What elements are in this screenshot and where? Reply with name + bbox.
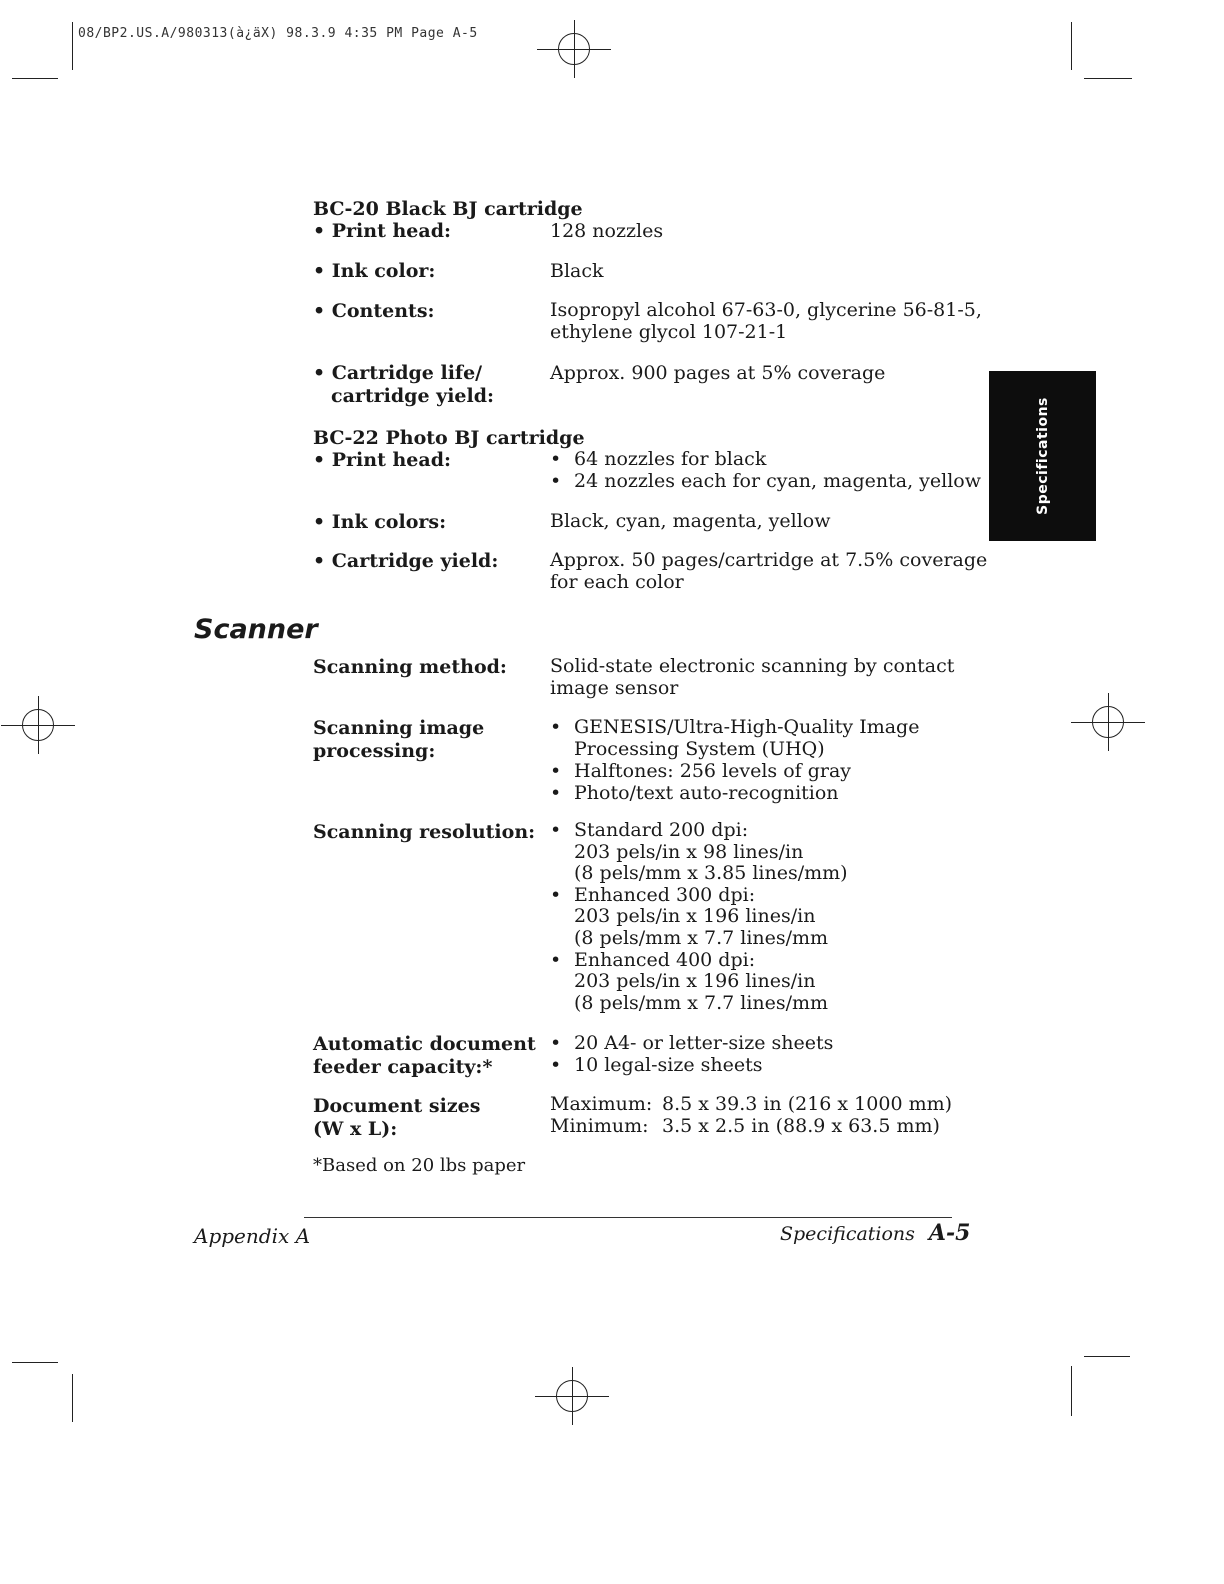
adf-label-line: Automatic document [313,1033,536,1055]
processing-label-line: processing: [313,740,436,762]
crop-mark [1071,1366,1072,1416]
scanning-processing-list [550,716,919,804]
method-line: image sensor [550,677,679,699]
list-item-continuation: Processing System (UHQ) [574,738,825,760]
bc20-print-head-value: 128 nozzles [550,220,664,242]
list-item-continuation: (8 pels/mm x 7.7 lines/mm [574,926,829,949]
life-label-line: cartridge yield: [331,385,495,407]
list-item: • Enhanced 300 dpi: [550,885,848,907]
list-item: • Halftones: 256 levels of gray [550,760,919,782]
docsize-key: Maximum: [550,1093,653,1115]
section-title: Scanner [194,614,318,645]
adf-capacity-label [313,1033,536,1079]
registration-mark-right [1092,706,1124,738]
docsize-value: 3.5 x 2.5 in (88.9 x 63.5 mm) [662,1115,940,1137]
list-item: • 24 nozzles each for cyan, magenta, yellow [550,470,981,492]
crop-mark [72,1374,73,1422]
list-item: • 10 legal-size sheets [550,1054,833,1076]
list-item: • 20 A4- or letter-size sheets [550,1032,833,1054]
yield-line: Approx. 50 pages/cartridge at 7.5% coverage [550,549,988,571]
scanning-resolution-list [550,820,848,1014]
yield-line: for each color [550,571,684,593]
list-item-continuation: 203 pels/in x 196 lines/in [574,905,816,928]
scanning-method-label: Scanning method: [313,656,507,678]
method-line: Solid-state electronic scanning by contact [550,655,955,677]
page-number: A-5 [928,1220,971,1246]
bc22-ink-colors-value: Black, cyan, magenta, yellow [550,510,831,532]
list-item-continuation: (8 pels/mm x 3.85 lines/mm) [574,862,848,885]
footnote: *Based on 20 lbs paper [313,1155,526,1176]
crop-mark [1071,22,1072,70]
bc20-heading: BC-20 Black BJ cartridge [313,198,583,220]
crop-mark [1084,78,1132,79]
footer-chapter: Specifications [780,1223,915,1245]
crop-mark [12,1362,58,1363]
section-tab [989,371,1096,541]
bc22-print-head-values [550,448,981,492]
adf-capacity-list [550,1032,833,1076]
contents-line: Isopropyl alcohol 67-63-0, glycerine 56-81-5, [550,299,982,321]
docsize-row [550,1115,952,1137]
list-item: • Enhanced 400 dpi: [550,950,848,972]
scanning-resolution-label: Scanning resolution: [313,821,536,843]
footer-appendix: Appendix A [194,1224,311,1248]
crop-mark [1084,1356,1130,1357]
bc20-contents-label: • Contents: [313,300,435,322]
bc22-ink-colors-label: • Ink colors: [313,511,447,533]
list-item: • GENESIS/Ultra-High-Quality Image [550,716,919,738]
section-tab-label: Specifications [1034,397,1051,515]
bc20-ink-color-value: Black [550,260,604,282]
bc20-ink-color-label: • Ink color: [313,260,436,282]
bc20-contents-value [550,299,982,343]
footer-page-info [780,1220,970,1246]
crop-mark [72,22,73,70]
docsize-key: Minimum: [550,1115,649,1137]
docsize-row [550,1093,952,1115]
bc22-print-head-label: • Print head: [313,449,451,471]
docsize-label-line: Document sizes [313,1095,481,1117]
document-sizes-table [550,1093,952,1137]
scanning-processing-label [313,717,484,763]
registration-mark-left [22,709,54,741]
bc20-print-head-label: • Print head: [313,220,451,242]
bc22-yield-label: • Cartridge yield: [313,550,499,572]
life-label-line: • Cartridge life/ [313,362,483,384]
footer-rule [304,1217,952,1218]
bc20-life-label [313,362,494,408]
list-item-continuation: 203 pels/in x 196 lines/in [574,970,816,993]
scanning-method-value [550,655,954,699]
docsize-value: 8.5 x 39.3 in (216 x 1000 mm) [662,1093,953,1115]
adf-label-line: feeder capacity:* [313,1056,493,1078]
list-item: • Standard 200 dpi: [550,820,848,842]
list-item-continuation: 203 pels/in x 98 lines/in [574,840,804,863]
contents-line: ethylene glycol 107-21-1 [550,321,788,343]
document-sizes-label [313,1095,480,1141]
bc22-yield-value [550,549,987,593]
print-slug: 08/BP2.US.A/980313(à¿äX) 98.3.9 4:35 PM Page A-5 [78,26,478,41]
bc20-life-value: Approx. 900 pages at 5% coverage [550,362,886,384]
processing-label-line: Scanning image [313,717,485,739]
crop-mark [12,78,58,79]
list-item-continuation: (8 pels/mm x 7.7 lines/mm [574,991,829,1014]
docsize-label-line: (W x L): [313,1118,398,1140]
bc22-heading: BC-22 Photo BJ cartridge [313,427,585,449]
list-item: • 64 nozzles for black [550,448,981,470]
list-item: • Photo/text auto-recognition [550,782,919,804]
registration-mark-top [558,33,590,65]
registration-mark-bottom [556,1380,588,1412]
